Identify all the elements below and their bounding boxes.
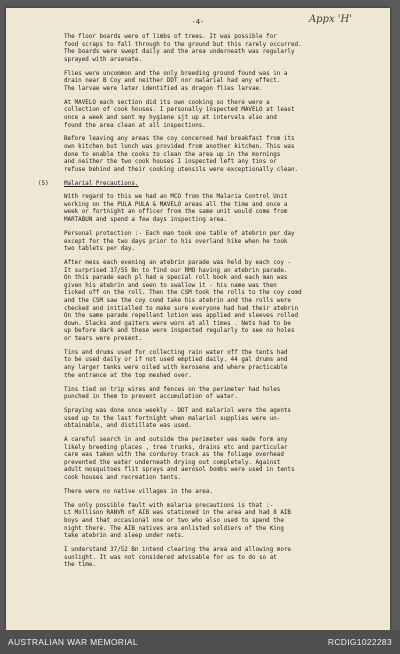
paragraph-mco: With regard to this we had an MCO from the Malaria Control Unit working on the PULA PULA & MAVELO areas all the time and once a week or fortnight an officer from the same unit would come from MARTABUN and spend a few days inspecting area. xyxy=(64,194,288,224)
paragraph-floor-boards: The floor boards were of limbs of trees. It was possible for food scraps to fall through to the ground but this rarely occurred. The boards were swept daily and the area underneath was regularly sprayed with arsenate. xyxy=(64,34,302,63)
paragraph-no-villages: There were no native villages in the area. xyxy=(64,488,213,495)
footer-institution-label: AUSTRALIAN WAR MEMORIAL xyxy=(8,637,138,647)
page-number: -4- xyxy=(191,18,205,26)
paragraph-clearing-area: I understand 37/52 Bn intend clearing the area and allowing more sunlight. It was not considered advisable for us to do so at the time. xyxy=(64,547,291,569)
section-heading xyxy=(38,181,376,189)
section-number: (5) xyxy=(38,180,49,187)
document-page xyxy=(6,8,390,630)
paragraph-personal-protection: Personal protection :- Each man took one table of atebrin per day except for the two days prior to his overland hike when he took two tablets per day. xyxy=(64,230,295,253)
appendix-annotation: Appx 'H' xyxy=(308,14,352,25)
paragraph-breakfast: Before leaving any areas the coy concerned had breakfast from its own kitchen but lunch was provided from another kitchen. This was done to enable the cooks to clean the area up in the mornings and neither the two cook houses I inspected left any tins or refuse behind and their cooking utensils were exceptionally clean. xyxy=(64,136,299,173)
paragraph-careful-search: A careful search in and outside the perimeter was made form any likely breeding places , tree trunks, drains etc and particular care was taken with the corduroy track as the foliage overhead prevented the water underneath drying out completely. Against adult mosquitoes flit sprays and aerosol bombs were used in tents cook houses and recreation tents. xyxy=(64,437,295,482)
section-title: Malarial Precautions. xyxy=(64,180,139,187)
paragraph-spraying: Spraying was done once weekly - DDT and malariol were the agents used up to the last fortnight when malariol supplies were un- obtainable, and distillate was used. xyxy=(64,408,291,430)
document-body xyxy=(38,34,376,576)
paragraph-trip-wires: Tins tied on trip wires and fences on the perimeter had holes punched in them to prevent accumulation of water. xyxy=(64,386,281,401)
paragraph-mavelo-cooking: At MAVELO each section did its own cooking so there were a collection of cook houses. I personally inspected MAVELO at least once a week and sent my hygiene sjt up at intervals also and found the area clean at all inspections. xyxy=(64,99,295,129)
archive-footer xyxy=(0,630,400,654)
paragraph-atebrin-parade: After mess each evening an atebrin parade was held by each coy - It surprised 37/55 Bn to find our RMO having an atebrin parade. On this parade each pl had a special roll book and each man was given his atebrin and seen to swallow it - his name was then ticked off on the roll. Then the CSM took the rolls to the coy comd and the CSM saw the coy comd take his atebrin and the rolls were checked and initialled to make sure everyone had had their atebrin On the same parade repellant lotion was applied and sleeves rolled down. Slacks and gaiters were worn at all times . Nets had to be up before dark and these were inspected regularly to see no holes or tears were present. xyxy=(64,260,302,342)
paragraph-possible-fault: The only possible fault with malaria precautions is that :- Lt Mollison RANVR of AIB was stationed in the area and had 8 AIB boys and that occasional one or two who also used to spend the night there. The AIB natives are enlisted soldiers of the King take atebrin and sleep under nets. xyxy=(64,502,291,540)
paragraph-tins-drums: Tins and drums used for collecting rain water off the tents had to be used daily or if not used emptied daily. 44 gal drums and any larger tanks were oiled with kerosene and where practicable the entrance at the top meshed over. xyxy=(64,349,288,379)
paragraph-flies: Flies were uncommon and the only breeding ground found was in a drain near B Coy and neither DDT nor malarial had any effect. The larvae were later identified as dragon flies larvae. xyxy=(64,70,288,92)
footer-record-id: RCDIG1022283 xyxy=(327,637,392,647)
